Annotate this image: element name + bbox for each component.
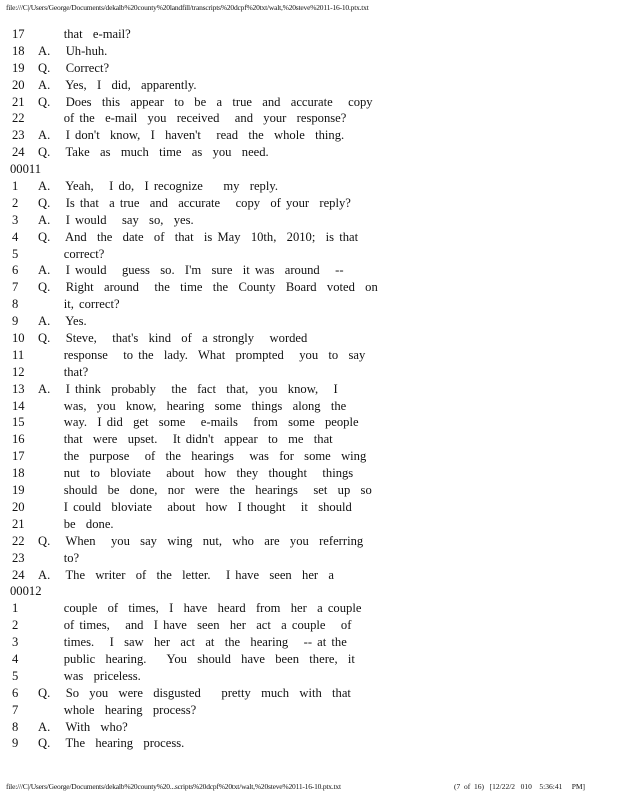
line-text: be done. — [38, 516, 114, 531]
page-marker — [10, 583, 610, 600]
line-number: 22 — [12, 111, 25, 126]
line-number: 16 — [12, 432, 25, 447]
line-number: 5 — [12, 246, 19, 261]
line-number: 8 — [12, 297, 19, 312]
footer-page-info: (7 of 16) [12/22/2 010 5:36:41 PM] — [454, 782, 586, 791]
transcript-line — [10, 600, 610, 617]
transcript-line — [10, 668, 610, 685]
line-text: of the e-mail you received and your response? — [38, 111, 347, 126]
line-number: 20 — [12, 499, 25, 514]
line-text: Q. The hearing process. — [38, 736, 185, 751]
transcript-line — [10, 229, 610, 246]
line-text: times. I saw her act at the hearing -- at the — [38, 635, 347, 650]
line-number: 10 — [12, 331, 25, 346]
line-text: that? — [38, 364, 89, 379]
line-text: Q. Take as much time as you need. — [38, 145, 269, 160]
line-number: 2 — [12, 618, 19, 633]
line-text: A. Yes. — [38, 314, 87, 329]
line-number: 8 — [12, 719, 19, 734]
line-text: A. Yeah, I do, I recognize my reply. — [38, 179, 278, 194]
line-text: A. Yes, I did, apparently. — [38, 77, 197, 92]
transcript-line — [10, 178, 610, 195]
line-text: that were upset. It didn't appear to me that — [38, 432, 333, 447]
line-text: A. With who? — [38, 719, 128, 734]
transcript-line — [10, 617, 610, 634]
line-text: of times, and I have seen her act a couple of — [38, 618, 352, 633]
line-number: 24 — [12, 567, 25, 582]
transcript-line — [10, 296, 610, 313]
transcript-line — [10, 414, 610, 431]
footer-file-path: file:///C|/Users/George/Documents/dekalb%20county%20...scripts%20dcpf%20txt/walt,%20steve%2011-16-10.ptx.txt — [6, 782, 341, 791]
transcript-line — [10, 77, 610, 94]
line-number: 4 — [12, 229, 19, 244]
line-text: public hearing. You should have been there, it — [38, 651, 355, 666]
transcript-line — [10, 94, 610, 111]
line-text: Q. Is that a true and accurate copy of your reply? — [38, 195, 351, 210]
line-number: 22 — [12, 533, 25, 548]
transcript-line — [10, 60, 610, 77]
transcript-line — [10, 431, 610, 448]
line-number: 9 — [12, 314, 19, 329]
page-number: 00012 — [10, 584, 42, 599]
line-number: 9 — [12, 736, 19, 751]
line-number: 23 — [12, 550, 25, 565]
transcript-line — [10, 719, 610, 736]
transcript-line — [10, 144, 610, 161]
line-number: 7 — [12, 280, 19, 295]
line-text: A. I would guess so. I'm sure it was around -- — [38, 263, 344, 278]
transcript-line — [10, 127, 610, 144]
line-text: A. I think probably the fact that, you know, I — [38, 381, 338, 396]
line-number: 12 — [12, 364, 25, 379]
line-text: was priceless. — [38, 668, 141, 683]
transcript-line — [10, 313, 610, 330]
line-number: 11 — [12, 347, 25, 362]
line-number: 4 — [12, 651, 19, 666]
line-text: the purpose of the hearings was for some wing — [38, 449, 367, 464]
line-number: 3 — [12, 212, 19, 227]
line-number: 18 — [12, 466, 25, 481]
transcript-line — [10, 448, 610, 465]
transcript-line — [10, 279, 610, 296]
line-number: 19 — [12, 483, 25, 498]
line-text: Q. Does this appear to be a true and accurate copy — [38, 94, 373, 109]
line-number: 19 — [12, 60, 25, 75]
line-number: 20 — [12, 77, 25, 92]
transcript-line — [10, 364, 610, 381]
line-number: 18 — [12, 43, 25, 58]
transcript-line — [10, 195, 610, 212]
line-number: 1 — [12, 179, 19, 194]
line-text: response to the lady. What prompted you to say — [38, 347, 366, 362]
page-number: 00011 — [10, 162, 42, 177]
transcript-line — [10, 347, 610, 364]
transcript-body — [10, 26, 610, 752]
page-marker — [10, 161, 610, 178]
transcript-line — [10, 702, 610, 719]
transcript-line — [10, 381, 610, 398]
line-number: 6 — [12, 685, 19, 700]
transcript-line — [10, 465, 610, 482]
line-text: correct? — [38, 246, 105, 261]
line-number: 21 — [12, 94, 25, 109]
line-number: 15 — [12, 415, 25, 430]
line-text: to? — [38, 550, 80, 565]
line-number: 5 — [12, 668, 19, 683]
file-path-header: file:///C|/Users/George/Documents/dekalb%20county%20landfill/transcripts%20dcpf%20txt/walt,%20steve%2011-16-10.ptx.txt — [6, 3, 369, 12]
transcript-line — [10, 330, 610, 347]
line-text: Q. And the date of that is May 10th, 2010; is that — [38, 229, 359, 244]
line-number: 2 — [12, 195, 19, 210]
transcript-line — [10, 26, 610, 43]
transcript-line — [10, 550, 610, 567]
line-text: that e-mail? — [38, 27, 131, 41]
line-text: A. I don't know, I haven't read the whole thing. — [38, 128, 345, 143]
line-text: Q. Steve, that's kind of a strongly worded — [38, 331, 308, 346]
line-number: 6 — [12, 263, 19, 278]
line-text: couple of times, I have heard from her a couple — [38, 601, 362, 616]
line-text: Q. Correct? — [38, 60, 110, 75]
line-number: 21 — [12, 516, 25, 531]
transcript-line — [10, 533, 610, 550]
line-text: was, you know, hearing some things along the — [38, 398, 347, 413]
line-text: nut to bloviate about how they thought things — [38, 466, 354, 481]
transcript-line — [10, 110, 610, 127]
line-number: 24 — [12, 145, 25, 160]
transcript-line — [10, 685, 610, 702]
transcript-line — [10, 735, 610, 752]
line-text: way. I did get some e-mails from some people — [38, 415, 359, 430]
line-text: A. I would say so, yes. — [38, 212, 194, 227]
line-number: 13 — [12, 381, 25, 396]
line-text: Q. When you say wing nut, who are you referring — [38, 533, 364, 548]
transcript-line — [10, 516, 610, 533]
line-number: 1 — [12, 601, 19, 616]
line-number: 17 — [12, 449, 25, 464]
line-text: Q. So you were disgusted pretty much with that — [38, 685, 351, 700]
transcript-line — [10, 398, 610, 415]
line-text: Q. Right around the time the County Board voted on — [38, 280, 378, 295]
line-number: 17 — [12, 27, 25, 41]
line-number: 7 — [12, 702, 19, 717]
line-text: I could bloviate about how I thought it should — [38, 499, 352, 514]
transcript-line — [10, 43, 610, 60]
line-text: it, correct? — [38, 297, 120, 312]
line-text: whole hearing process? — [38, 702, 197, 717]
line-number: 23 — [12, 128, 25, 143]
transcript-line — [10, 634, 610, 651]
transcript-line — [10, 651, 610, 668]
line-text: should be done, nor were the hearings set up so — [38, 483, 372, 498]
line-number: 14 — [12, 398, 25, 413]
line-text: A. The writer of the letter. I have seen her a — [38, 567, 334, 582]
line-text: A. Uh-huh. — [38, 43, 108, 58]
transcript-line — [10, 212, 610, 229]
transcript-line — [10, 482, 610, 499]
transcript-line — [10, 262, 610, 279]
transcript-line — [10, 246, 610, 263]
transcript-line — [10, 567, 610, 584]
line-number: 3 — [12, 635, 19, 650]
transcript-line — [10, 499, 610, 516]
